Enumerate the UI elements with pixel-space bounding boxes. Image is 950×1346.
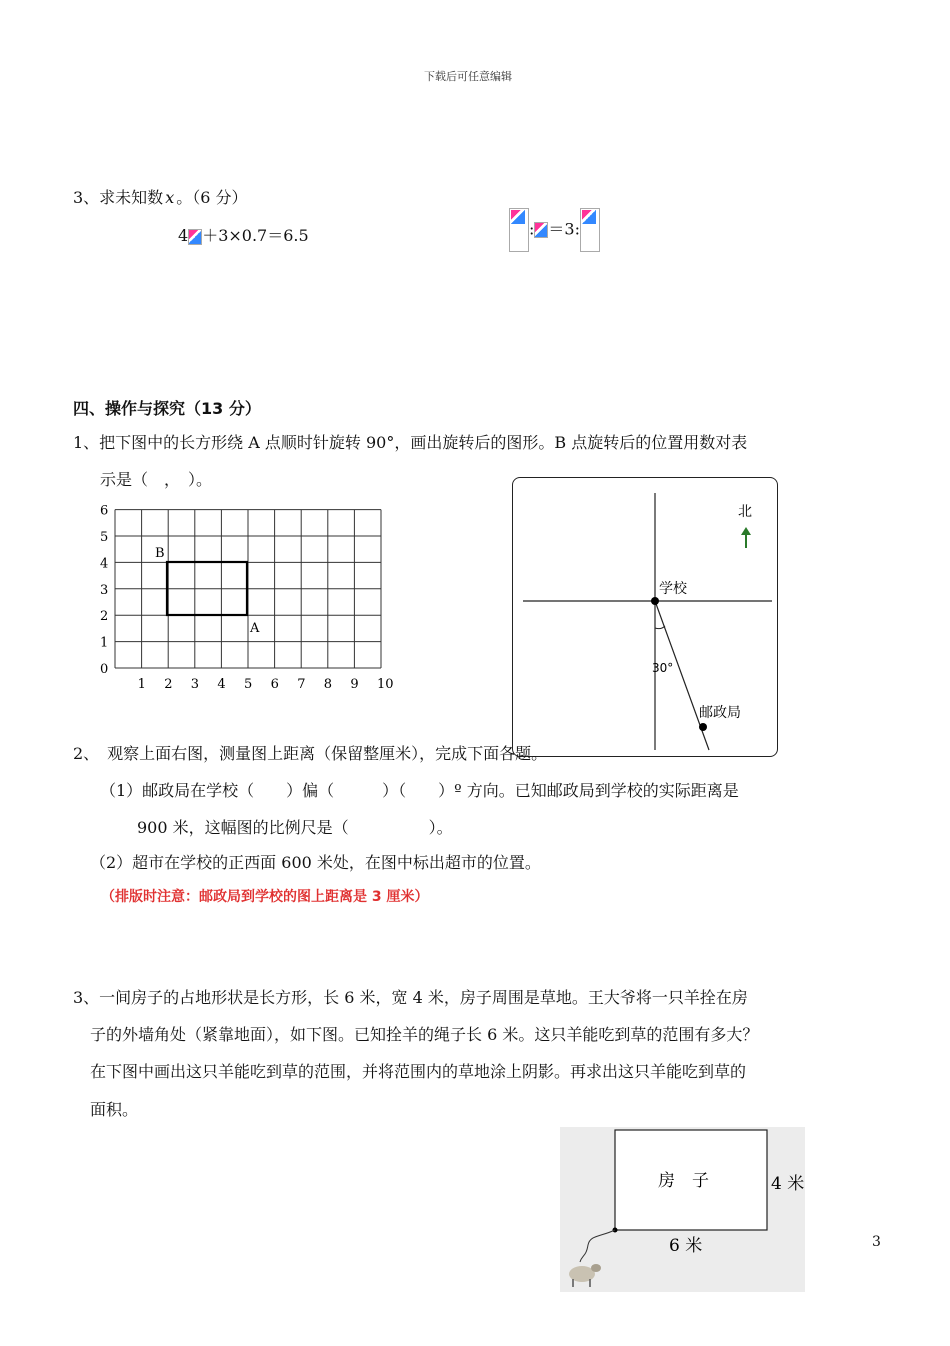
q2-sub1-b: 900 米，这幅图的比例尺是（ ）。: [137, 818, 453, 837]
q3-line2: 子的外墙角处（紧靠地面），如下图。已知拴羊的绳子长 6 米。这只羊能吃到草的范围有多大？: [90, 1025, 759, 1044]
school-label: 学校: [659, 581, 687, 597]
north-label: 北: [738, 504, 752, 520]
broken-image-icon: [188, 229, 202, 245]
sheep-icon: [569, 1264, 601, 1287]
section-title: 四、操作与探究（13 分）: [73, 399, 261, 418]
broken-image-icon: [534, 222, 548, 238]
x-tick-label: 4: [217, 677, 226, 692]
q3-title-var: x: [165, 188, 175, 207]
q1-line2: 示是（ ， ）。: [100, 470, 213, 489]
x-tick-label: 3: [190, 677, 200, 692]
x-tick-label: 9: [350, 677, 359, 692]
q2-line1: 2、 观察上面右图，测量图上距离（保留整厘米），完成下面各题。: [73, 744, 548, 763]
layout-note: （排版时注意：邮政局到学校的图上距离是 3 厘米）: [101, 889, 429, 905]
width-label: 4 米: [771, 1174, 805, 1194]
equation-1: [178, 223, 309, 246]
angle-label: 30°: [652, 661, 674, 675]
x-tick-label: 10: [377, 677, 394, 692]
map-figure: [512, 477, 778, 757]
eq1-left: 4: [178, 226, 189, 245]
point-a-label: A: [250, 621, 260, 636]
x-tick-label: 5: [244, 677, 253, 692]
broken-image-icon: [509, 208, 529, 252]
q3-line4: 面积。: [90, 1100, 139, 1119]
q2-sub1-a: （1）邮政局在学校（ ）偏（ ）（ ）º 方向。已知邮政局到学校的实际距离是: [100, 781, 739, 800]
house-figure: [560, 1127, 805, 1292]
q3-title-prefix: 3、求未知数: [73, 188, 164, 207]
y-tick-label: 1: [100, 635, 109, 651]
length-label: 6 米: [669, 1236, 703, 1256]
q1-line1: 1、把下图中的长方形绕 A 点顺时针旋转 90°，画出旋转后的图形。B 点旋转后的位置用数对表: [73, 433, 748, 452]
angle-arc: [655, 626, 665, 629]
post-office-label: 邮政局: [699, 705, 741, 721]
y-tick-label: 2: [100, 609, 109, 625]
y-tick-label: 3: [100, 582, 109, 598]
q3-line1: 3、一间房子的占地形状是长方形，长 6 米，宽 4 米，房子周围是草地。王大爷将一只羊拴在房: [73, 988, 748, 1007]
x-tick-label: 6: [270, 677, 279, 692]
y-tick-label: 0: [100, 662, 109, 677]
y-tick-label: 4: [100, 556, 109, 572]
post-office-point: [699, 723, 707, 731]
page-header: 下载后可任意编辑: [424, 70, 512, 83]
y-tick-label: 6: [100, 503, 109, 519]
q2-sub2: （2）超市在学校的正西面 600 米处，在图中标出超市的位置。: [90, 853, 541, 872]
rope: [580, 1230, 615, 1262]
y-tick-label: 5: [100, 530, 109, 545]
equation-2: [509, 208, 600, 252]
coordinate-grid: [95, 500, 395, 695]
school-point: [651, 597, 659, 605]
x-tick-label: 7: [297, 677, 306, 692]
q3-title-suffix: 。（6 分）: [176, 188, 248, 207]
broken-image-icon: [580, 208, 600, 252]
eq2-colon: :: [529, 219, 535, 239]
point-b-label: B: [155, 546, 165, 561]
x-tick-label: 1: [137, 677, 146, 692]
page-number: 3: [872, 1234, 881, 1250]
north-arrow-head-icon: [741, 527, 751, 535]
x-tick-label: 8: [323, 677, 333, 692]
x-tick-label: 2: [164, 677, 173, 692]
eq1-right: ＋3×0.7＝6.5: [202, 226, 309, 245]
q3-line3: 在下图中画出这只羊能吃到草的范围，并将范围内的草地涂上阴影。再求出这只羊能吃到草的: [90, 1062, 747, 1081]
eq2-mid: ＝3:: [548, 219, 580, 239]
q3-title: [73, 185, 248, 208]
house-label: 房 子: [658, 1171, 709, 1191]
